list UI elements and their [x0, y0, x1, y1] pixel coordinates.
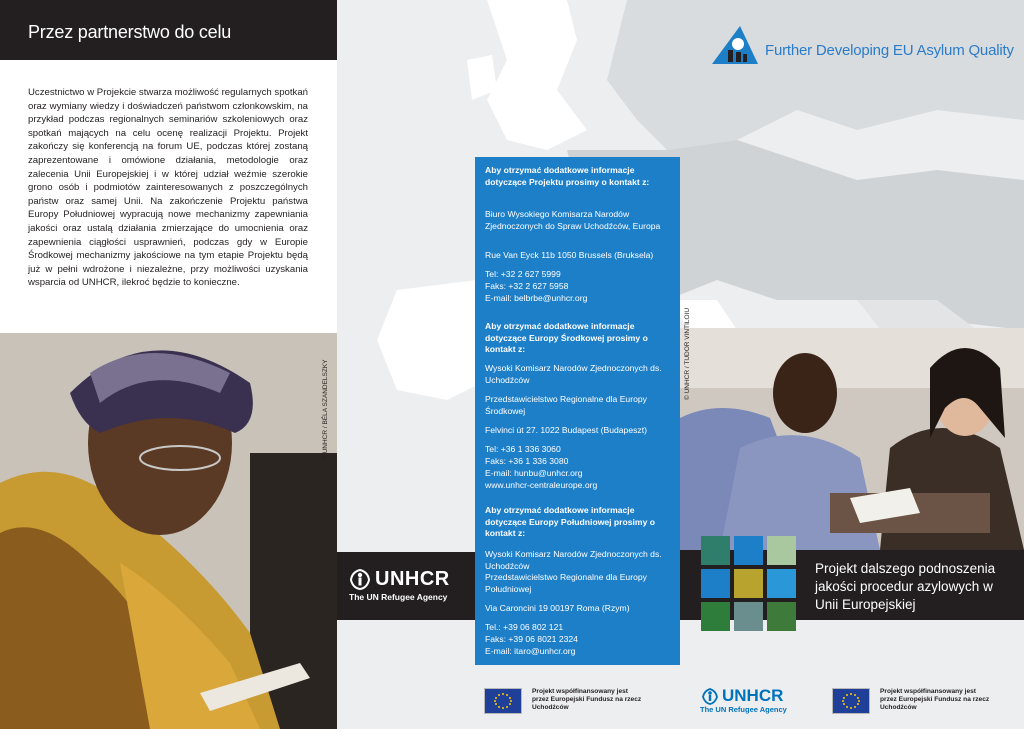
left-panel: [0, 0, 337, 729]
right-photo-credit: © UNHCR / TUDOR VINTILOIU: [684, 307, 691, 400]
contact-central-heading: Aby otrzymać dodatkowe informacje dotyczące Europy Środkowej prosimy o kontakt z:: [485, 321, 648, 355]
contact-south-heading: Aby otrzymać dodatkowe informacje dotyczące Europy Południowej prosimy o kontakt z:: [485, 505, 655, 539]
contact-box: [475, 157, 680, 665]
tile: [767, 569, 796, 598]
title-bar: [0, 0, 337, 60]
photo-woman-illustration: [0, 333, 337, 729]
contact-europe-org: Biuro Wysokiego Komisarza Narodów Zjednoczonych do Spraw Uchodźców, Europa: [485, 209, 661, 231]
project-title: Projekt dalszego podnoszenia jakości procedur azylowych w Unii Europejskiej: [815, 561, 996, 612]
tile: [734, 602, 763, 631]
unhcr-logo-band: [337, 552, 475, 620]
left-heading: Przez partnerstwo do celu: [28, 22, 232, 42]
eu-funding-text-1: Projekt współfinansowany jest przez Europejski Fundusz na rzecz Uchodźców: [532, 688, 642, 712]
contact-europe-fax: Faks: +32 2 627 5958: [485, 281, 569, 291]
tile: [701, 602, 730, 631]
eu-stars-icon: [833, 689, 869, 713]
contact-south-tel: Tel.: +39 06 802 121: [485, 622, 564, 632]
photo-interview: [680, 328, 1024, 550]
eu-funding-text-2: Projekt współfinansowany jest przez Europejski Fundusz na rzecz Uchodźców: [880, 688, 990, 712]
unhcr-emblem-footer-icon: [700, 686, 720, 706]
eu-stars-icon: [485, 689, 521, 713]
unhcr-tagline: The UN Refugee Agency: [349, 592, 448, 602]
contact-central-fax: Faks: +36 1 336 3080: [485, 456, 569, 466]
tile: [767, 602, 796, 631]
unhcr-emblem-icon: [347, 566, 373, 592]
tile: [734, 536, 763, 565]
contact-south-org: Wysoki Komisarz Narodów Zjednoczonych ds. Uchodźców: [485, 549, 662, 571]
eu-flag-icon: [484, 688, 522, 714]
unhcr-name: UNHCR: [375, 568, 450, 590]
tile: [767, 536, 796, 565]
footer-unhcr-name: UNHCR: [722, 686, 784, 705]
photo-interview-illustration: [680, 328, 1024, 550]
contact-europe-tel: Tel: +32 2 627 5999: [485, 269, 561, 279]
contact-south-address: Via Caroncini 19 00197 Roma (Rzym): [485, 603, 630, 613]
tile: [734, 569, 763, 598]
contact-europe-heading: Aby otrzymać dodatkowe informacje dotyczące Projektu prosimy o kontakt z:: [485, 165, 650, 187]
tile: [701, 569, 730, 598]
left-body-text: Uczestnictwo w Projekcie stwarza możliwość regularnych spotkań oraz wymiany wiedzy i doświadczeń państwom członkowskim, na przykład podczas regionalnych seminariów szkoleniowych oraz spotkań mających na celu ocenę realizacji Projektu. Projekt zakończy się konferencją na forum UE, podczas której zostaną zaprezentowane i omówione działania, metodologie oraz zalecenia Unii Europejskiej i w której udział weźmie szerokie grono osób i podmiotów zainteresowanych z poszczególnych państw oraz samej Unii. Na zakończenie Projektu państwa Europy Południowej wypracują nowe mechanizmy zapewniania jakości oraz ustalą działania zmierzające do umocnienia oraz zapewnienia ciągłości usprawnień, podczas gdy w Europie Środkowej mechanizmy jakościowe na tym etapie Projektu będą już w pełni wdrożone i niezależne, przy możliwości uzyskania wsparcia od UNHCR, ilekroć będzie to konieczne.: [28, 87, 308, 289]
tile: [701, 536, 730, 565]
project-logo: [710, 24, 760, 71]
contact-south-fax: Faks: +39 06 8021 2324: [485, 634, 578, 644]
left-photo-credit: © UNHCR / BÉLA SZANDELSZKY: [322, 359, 329, 460]
photo-woman-writing: [0, 333, 337, 729]
contact-south-office: Przedstawicielstwo Regionalne dla Europy Południowej: [485, 572, 647, 594]
eu-flag-icon-2: [832, 688, 870, 714]
asylum-quality-logo-icon: [710, 24, 760, 66]
contact-central-address: Felvinci út 27. 1022 Budapest (Budapeszt): [485, 425, 647, 435]
header-title: Further Developing EU Asylum Quality: [765, 42, 1014, 59]
contact-central-org: Wysoki Komisarz Narodów Zjednoczonych ds. Uchodźców: [485, 363, 662, 385]
contact-central-email[interactable]: E-mail: hunbu@unhcr.org: [485, 468, 583, 478]
contact-central-tel: Tel: +36 1 336 3060: [485, 444, 561, 454]
footer-unhcr-tagline: The UN Refugee Agency: [700, 705, 787, 714]
contact-europe-address: Rue Van Eyck 11b 1050 Brussels (Bruksela): [485, 250, 654, 260]
contact-south-email[interactable]: E-mail: itaro@unhcr.org: [485, 646, 576, 656]
contact-central-office: Przedstawicielstwo Regionalne dla Europy Środkowej: [485, 394, 647, 416]
contact-europe-email[interactable]: E-mail: belbrbe@unhcr.org: [485, 293, 588, 303]
contact-central-web[interactable]: www.unhcr-centraleurope.org: [485, 480, 598, 490]
